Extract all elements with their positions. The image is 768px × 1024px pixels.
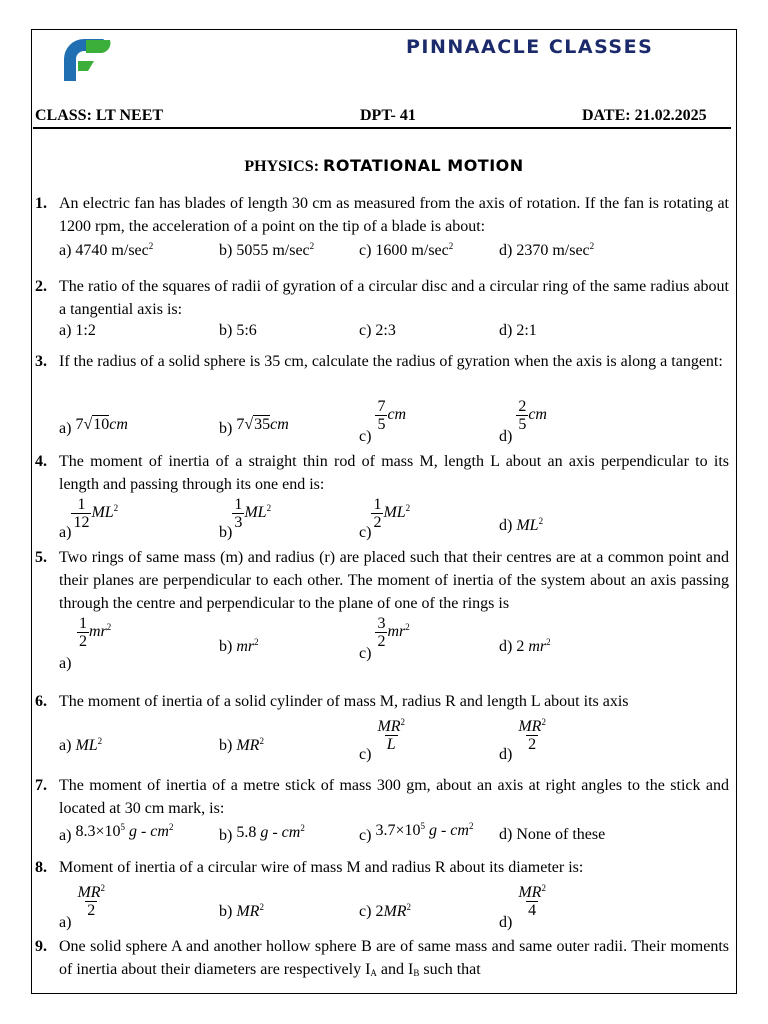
question-6	[35, 690, 729, 713]
option-d: d) 2:1	[499, 322, 537, 339]
option-c: c) $\frac{MR^2}{L}$	[359, 717, 406, 764]
question-number: 7.	[35, 777, 47, 794]
option-b: b) 5:6	[219, 322, 257, 339]
question-number: 9.	[35, 938, 47, 955]
option-d: d) 2370 $m/\sec^2$	[499, 241, 595, 259]
option-c: c) $\frac{3}{2}$ $mr^2$	[359, 615, 410, 663]
question-number: 4.	[35, 453, 47, 470]
class-label: CLASS: LT NEET	[35, 107, 164, 124]
question-text: If the radius of a solid sphere is 35 cm, calculate the radius of gyration when the axis is along a tangent:	[59, 353, 723, 370]
option-a: a) $8.3\times 10^5$ g - $cm^2$	[59, 822, 174, 844]
topic-title: ROTATIONAL MOTION	[323, 156, 524, 175]
question-text: An electric fan has blades of length 30 cm as measured from the axis of rotation. If the fan is rotating at 1200 rpm, the acceleration of a point on the tip of a blade is about:	[59, 195, 729, 235]
option-a: a) 1:2	[59, 322, 96, 339]
option-c: c) 1600 $m/\sec^2$	[359, 241, 454, 259]
option-d: d) None of these	[499, 826, 606, 843]
question-1	[35, 192, 729, 238]
header-divider	[33, 127, 731, 129]
brand-name: PINNAACLE CLASSES	[406, 36, 654, 58]
option-a: a)	[59, 655, 72, 672]
option-c: c) $3.7\times 10^5$ g - $cm^2$	[359, 821, 474, 844]
question-7	[35, 774, 729, 820]
option-b: b) 5055 $m/\sec^2$	[219, 241, 315, 259]
option-a-expression: $\frac{1}{2}$ $mr^2$	[79, 615, 112, 650]
pinnaacle-logo	[56, 31, 112, 87]
question-number: 5.	[35, 549, 47, 566]
option-b: b) 7√35cm	[219, 416, 289, 437]
option-b: b) $mr^2$	[219, 637, 259, 655]
option-b: b) 5.8 g - $cm^2$	[219, 823, 305, 844]
option-a: a) 7√10cm	[59, 416, 128, 437]
option-b: b) $\frac{1}{3}$ $ML^2$	[219, 496, 272, 542]
question-text: Two rings of same mass (m) and radius (r) are placed such that their centres are at a common point and their planes are perpendicular to each other. The moment of inertia of the system about an axis passing through the centre and perpendicular to the plane of one of the rings is	[59, 549, 729, 612]
option-d: d) $ML^2$	[499, 516, 544, 534]
option-a: a) 4740 $m/\sec^2$	[59, 241, 154, 259]
option-d: d) $\frac{2}{5}$ cm	[499, 398, 547, 446]
option-d: d) $\frac{MR^2}{2}$	[499, 717, 546, 764]
question-text: The ratio of the squares of radii of gyration of a circular disc and a circular ring of the same radius about a tangential axis is:	[59, 278, 729, 318]
question-3	[35, 350, 729, 373]
question-9	[35, 935, 729, 985]
option-d: d) $\frac{MR^2}{4}$	[499, 883, 546, 932]
question-number: 8.	[35, 859, 47, 876]
question-4	[35, 450, 729, 496]
question-text: One solid sphere A and another hollow sphere B are of same mass and same outer radii. Their moments of inertia about their diameters are respectively $I_A$ and $I_B$ such that	[59, 938, 729, 978]
question-text: The moment of inertia of a straight thin rod of mass M, length L about an axis perpendicular to its length and passing through its one end is:	[59, 453, 729, 493]
question-number: 2.	[35, 278, 47, 295]
option-a: a) $ML^2$	[59, 736, 103, 754]
question-number: 1.	[35, 195, 47, 212]
question-2	[35, 275, 729, 321]
option-b: b) $MR^2$	[219, 902, 264, 920]
date-label: DATE: 21.02.2025	[582, 107, 707, 124]
subject-heading	[0, 156, 768, 176]
option-a: a) $\frac{MR^2}{2}$	[59, 883, 106, 932]
question-8	[35, 856, 729, 879]
option-d: d) 2 $mr^2$	[499, 637, 551, 655]
dpt-label: DPT- 41	[360, 107, 416, 124]
question-text: The moment of inertia of a metre stick of mass 300 gm, about an axis at right angles to the stick and located at 30 cm mark, is:	[59, 777, 729, 817]
question-number: 3.	[35, 353, 47, 370]
option-a: a) $\frac{1}{12}$ $ML^2$	[59, 496, 119, 542]
question-5	[35, 546, 729, 615]
option-b: b) $MR^2$	[219, 736, 264, 754]
option-c: c) $2MR^2$	[359, 902, 412, 920]
option-c: c) $\frac{7}{5}$ cm	[359, 398, 407, 446]
option-c: c) $\frac{1}{2}$ $ML^2$	[359, 496, 411, 542]
question-text: The moment of inertia of a solid cylinder of mass M, radius R and length L about its axis	[59, 693, 629, 710]
question-number: 6.	[35, 693, 47, 710]
question-text: Moment of inertia of a circular wire of mass M and radius R about its diameter is:	[59, 859, 584, 876]
option-c: c) 2:3	[359, 322, 396, 339]
subject-label: PHYSICS:	[244, 158, 320, 175]
